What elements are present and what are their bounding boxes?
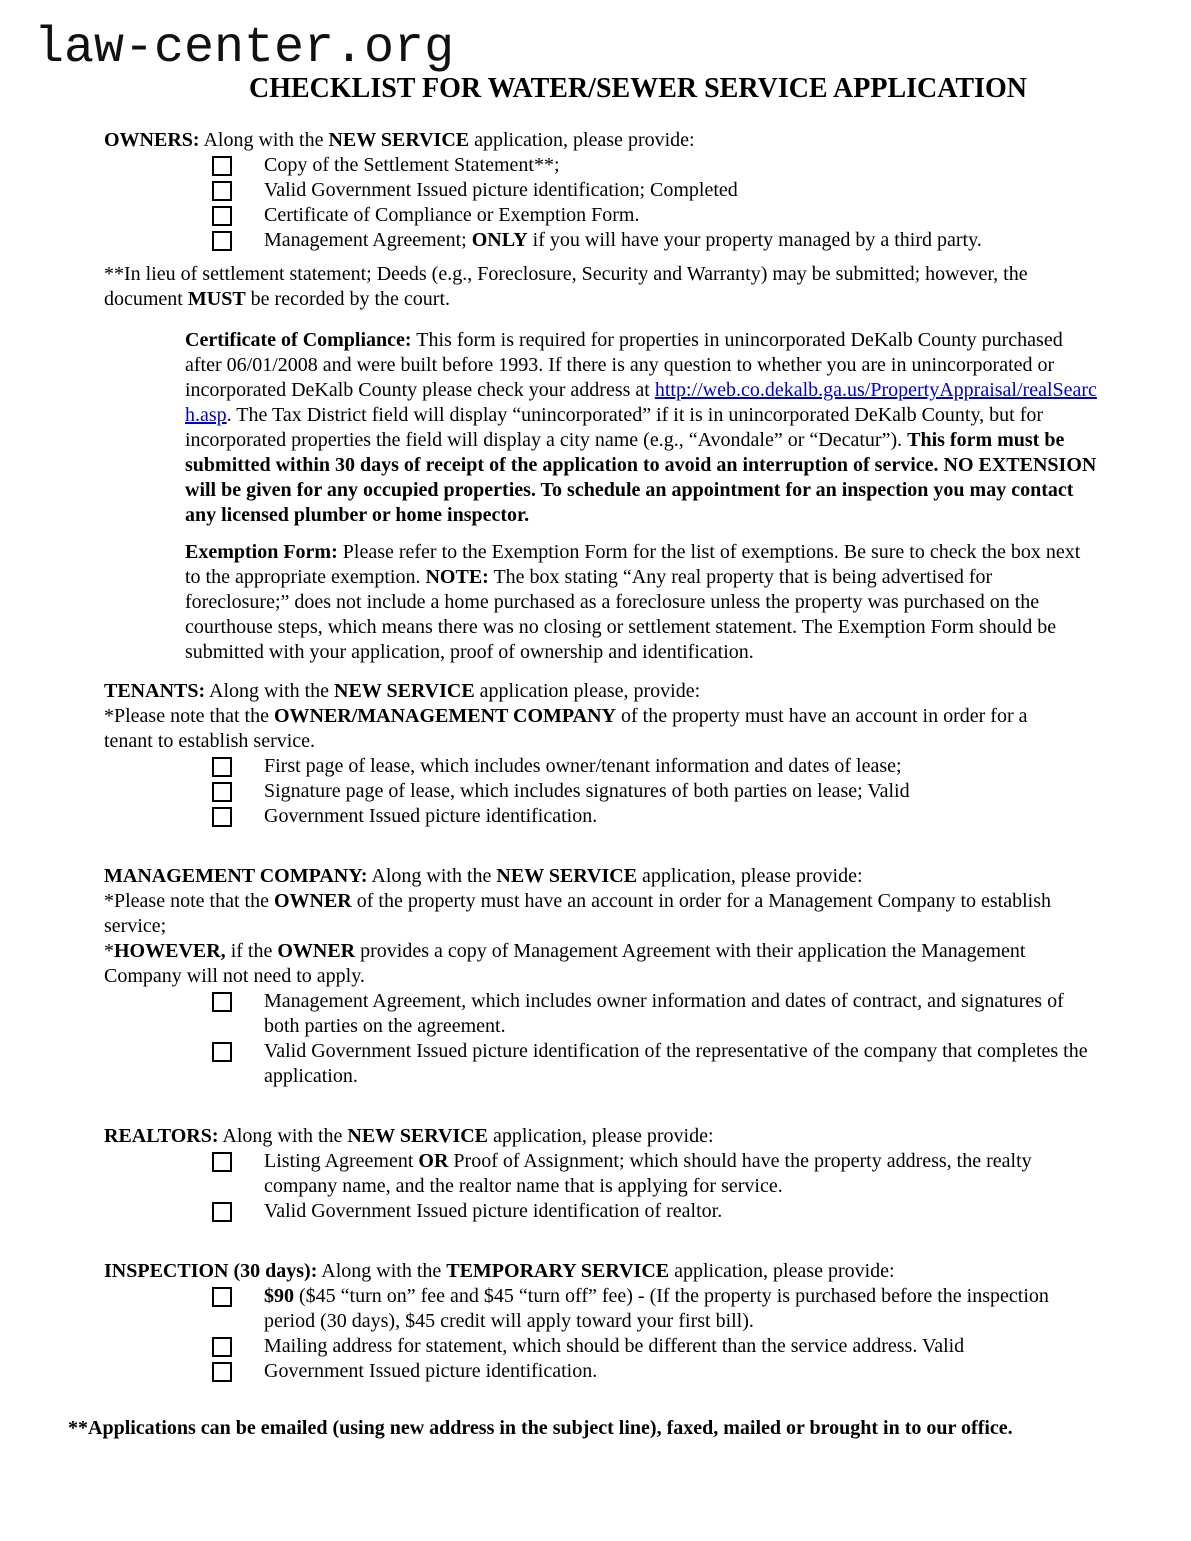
owners-checklist <box>104 153 1103 253</box>
management-note-however <box>104 939 1066 989</box>
bold-text-segment: OR <box>418 1150 449 1172</box>
certificate-of-compliance-paragraph <box>185 328 1097 528</box>
text-segment: Along with the <box>367 865 497 887</box>
checkbox-icon <box>212 1202 232 1222</box>
checklist-item <box>104 153 1103 178</box>
checklist-item <box>104 1199 1103 1224</box>
bold-text-segment: NEW SERVICE <box>334 680 475 702</box>
checklist-item <box>104 203 1103 228</box>
bold-text-segment: **Applications can be emailed (using new address in the subject line), faxed, mailed or brought in to our office. <box>68 1417 1013 1439</box>
text-segment: *Please note that the <box>104 890 274 912</box>
inspection-heading-line <box>104 1259 1103 1284</box>
checklist-item-text <box>264 1334 964 1359</box>
checkbox-icon <box>212 1152 232 1172</box>
management-checklist <box>104 989 1103 1089</box>
site-logo: law-center.org <box>34 20 455 77</box>
inspection-checklist <box>104 1284 1103 1384</box>
bold-text-segment: OWNERS: <box>104 129 200 151</box>
footer-note <box>68 1416 1098 1441</box>
tenants-checklist <box>104 754 1103 829</box>
checklist-item-text <box>264 153 560 178</box>
checkbox-icon <box>212 181 232 201</box>
property-appraisal-link[interactable]: http://web.co.dekalb.ga.us/PropertyAppraisal/realSearch.asp <box>185 379 1097 426</box>
checklist-item-text <box>264 1284 1099 1334</box>
checkbox-icon <box>212 757 232 777</box>
checkbox-icon <box>212 1362 232 1382</box>
text-segment: application please, provide: <box>474 680 701 702</box>
checklist-item <box>104 1284 1103 1334</box>
section-owners <box>104 128 1103 253</box>
text-segment: * <box>104 940 114 962</box>
checklist-item-text <box>264 203 639 228</box>
bold-text-segment: OWNER <box>273 890 352 912</box>
checklist-item-text <box>264 754 902 779</box>
bold-text-segment: NEW SERVICE <box>347 1125 489 1147</box>
text-segment: *Please note that the <box>104 705 274 727</box>
realtors-heading-line <box>104 1124 1103 1149</box>
text-segment: Along with the <box>205 680 335 702</box>
bold-text-segment: HOWEVER, <box>114 940 226 962</box>
checkbox-icon <box>212 231 232 251</box>
checkbox-icon <box>212 807 232 827</box>
text-segment: Listing Agreement <box>264 1150 419 1172</box>
checklist-item-text <box>264 1199 722 1224</box>
text-segment: This form is required for properties in unincorporated DeKalb County purchased after 06/01/2008 and were built before 1993. If there is any question to whether you are in unincorporated or incorporated DeKalb County please check your address at <box>185 329 1063 401</box>
checklist-item-text <box>264 804 597 829</box>
text-segment: Along with the <box>317 1260 447 1282</box>
checkbox-icon <box>212 1042 232 1062</box>
checkbox-icon <box>212 782 232 802</box>
settlement-note <box>104 262 1054 312</box>
text-segment: of the property must have an account in order for a Management Company to establish service; <box>104 890 1051 937</box>
text-segment: Mailing address for statement, which should be different than the service address. Valid <box>264 1335 965 1357</box>
checklist-item <box>104 779 1103 804</box>
checkbox-icon <box>212 1287 232 1307</box>
bold-text-segment: NOTE: <box>425 566 489 588</box>
text-segment: be recorded by the court. <box>245 288 451 310</box>
checklist-item <box>104 804 1103 829</box>
checklist-item-text <box>264 178 738 203</box>
checklist-item <box>104 178 1103 203</box>
checklist-item <box>104 1039 1103 1089</box>
bold-text-segment: ONLY <box>471 229 528 251</box>
text-segment: Management Agreement; <box>264 229 472 251</box>
checklist-item <box>104 989 1103 1039</box>
tenants-note <box>104 704 1066 754</box>
section-realtors <box>104 1124 1103 1224</box>
text-segment: The box stating “Any real property that is being advertised for foreclosure;” does not include a home purchased as a foreclosure unless the property was purchased on the courthouse steps, which means there was no closing or settlement statement. The Exemption Form should be submitted with your application, proof of ownership and identification. <box>185 566 1057 663</box>
text-segment: Please refer to the Exemption Form for the list of exemptions. Be sure to check the box next to the appropriate exemption. <box>185 541 1081 588</box>
realtors-checklist <box>104 1149 1103 1224</box>
checklist-item-text <box>264 1149 1099 1199</box>
text-segment: Signature page of lease, which includes signatures of both parties on lease; Valid <box>264 780 910 802</box>
text-segment: **In lieu of settlement statement; Deeds (e.g., Foreclosure, Security and Warranty) may be submitted; however, the document <box>104 263 1028 310</box>
checkbox-icon <box>212 1337 232 1357</box>
bold-text-segment: NEW SERVICE <box>328 129 470 151</box>
bold-text-segment: OWNER <box>277 940 356 962</box>
bold-text-segment: INSPECTION (30 days): <box>104 1260 318 1282</box>
bold-text-segment: This form must be submitted within 30 days of receipt of the application to avoid an interruption of service. NO EXTENSION will be given for any occupied properties. To schedule an appointment for an inspection you may contact any licensed plumber or home inspector. <box>185 429 1097 526</box>
checklist-item-text <box>264 228 982 253</box>
text-segment: of the property must have an account in order for a tenant to establish service. <box>104 705 1028 752</box>
text-segment: provides a copy of Management Agreement with their application the Management Company will not need to apply. <box>104 940 1026 987</box>
bold-text-segment: MANAGEMENT COMPANY: <box>104 865 368 887</box>
text-segment: Valid Government Issued picture identification of the representative of the company that completes the application. <box>264 1040 1088 1087</box>
checklist-item <box>104 754 1103 779</box>
bold-text-segment: TEMPORARY SERVICE <box>446 1260 670 1282</box>
text-segment: . The Tax District field will display “unincorporated” if it is in unincorporated DeKalb County, but for incorporated properties the field will display a city name (e.g., “Avondale” or “Decatur”). <box>185 404 1044 451</box>
text-segment: Government Issued picture identification. <box>264 805 598 827</box>
text-segment: First page of lease, which includes owner/tenant information and dates of lease; <box>264 755 902 777</box>
checkbox-icon <box>212 156 232 176</box>
checklist-item-text <box>264 779 910 804</box>
section-tenants <box>104 679 1103 829</box>
text-segment: Valid Government Issued picture identification; Completed <box>264 179 738 201</box>
bold-text-segment: $90 <box>264 1285 294 1307</box>
checklist-item <box>104 228 1103 253</box>
text-segment: if the <box>225 940 278 962</box>
owners-heading-line <box>104 128 1103 153</box>
text-segment: ($45 “turn on” fee and $45 “turn off” fee) - (If the property is purchased before the inspection period (30 days), $45 credit will apply toward your first bill). <box>264 1285 1049 1332</box>
text-segment: Copy of the Settlement Statement**; <box>264 154 560 176</box>
text-segment: if you will have your property managed by a third party. <box>527 229 982 251</box>
text-segment: Along with the <box>218 1125 348 1147</box>
bold-text-segment: NEW SERVICE <box>496 865 638 887</box>
text-segment: Proof of Assignment; which should have the property address, the realty company name, and the realtor name that is applying for service. <box>264 1150 1032 1197</box>
exemption-form-paragraph <box>185 540 1097 665</box>
section-management-company <box>104 864 1103 1089</box>
bold-text-segment: MUST <box>187 288 246 310</box>
text-segment: Certificate of Compliance or Exemption Form. <box>264 204 640 226</box>
bold-text-segment: REALTORS: <box>104 1125 219 1147</box>
bold-text-segment: Exemption Form: <box>185 541 338 563</box>
checklist-item <box>104 1149 1103 1199</box>
document-title: CHECKLIST FOR WATER/SEWER SERVICE APPLICATION <box>248 73 1027 104</box>
text-segment: Government Issued picture identification. <box>264 1360 598 1382</box>
checklist-item <box>104 1359 1103 1384</box>
text-segment: application, please provide: <box>637 865 863 887</box>
checklist-item <box>104 1334 1103 1359</box>
section-inspection <box>104 1259 1103 1384</box>
checkbox-icon <box>212 992 232 1012</box>
text-segment: Management Agreement, which includes owner information and dates of contract, and signatures of both parties on the agreement. <box>264 990 1064 1037</box>
text-segment: application, please provide: <box>669 1260 895 1282</box>
bold-text-segment: Certificate of Compliance: <box>185 329 412 351</box>
tenants-heading-line <box>104 679 1103 704</box>
management-heading-line <box>104 864 1103 889</box>
management-note-owner <box>104 889 1066 939</box>
text-segment: application, please provide: <box>469 129 695 151</box>
document-body <box>0 128 1191 1441</box>
text-segment: Along with the <box>199 129 329 151</box>
text-segment: Valid Government Issued picture identification of realtor. <box>264 1200 723 1222</box>
checklist-item-text <box>264 1039 1099 1089</box>
document-header <box>0 0 1191 128</box>
bold-text-segment: OWNER/MANAGEMENT COMPANY <box>273 705 616 727</box>
bold-text-segment: TENANTS: <box>104 680 206 702</box>
checklist-item-text <box>264 1359 597 1384</box>
checkbox-icon <box>212 206 232 226</box>
text-segment: application, please provide: <box>488 1125 714 1147</box>
checklist-item-text <box>264 989 1099 1039</box>
